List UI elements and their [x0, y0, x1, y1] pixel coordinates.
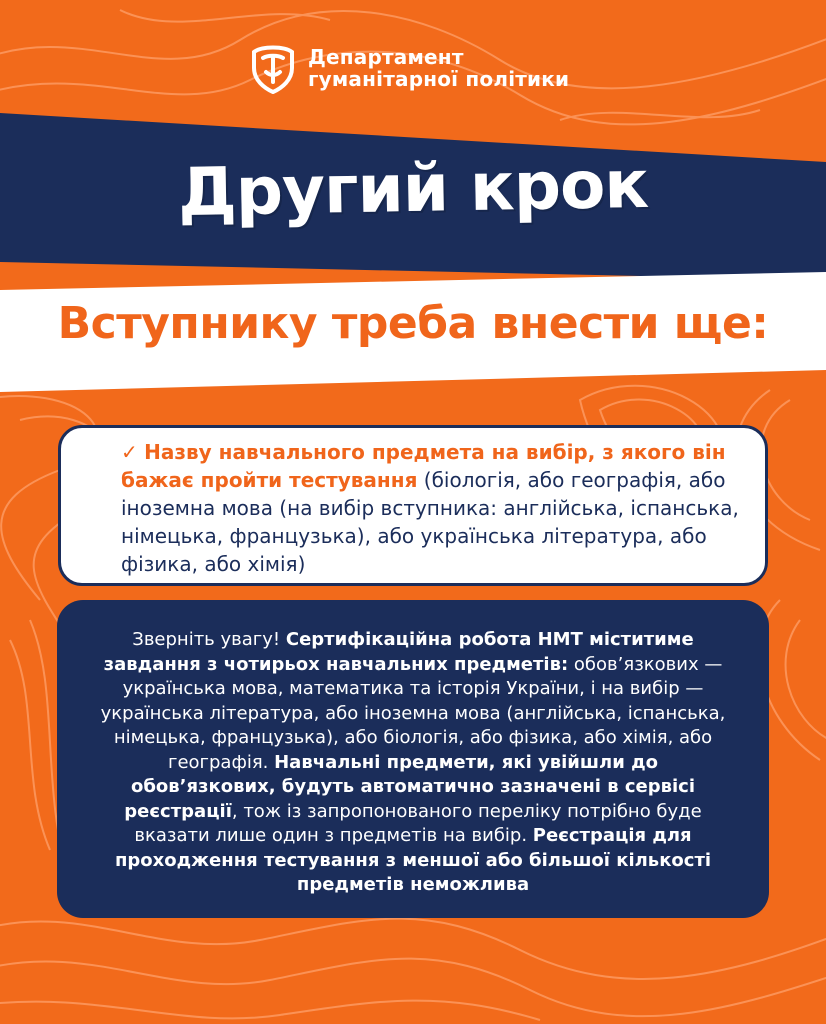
- attention-note-card: [57, 600, 769, 918]
- organization-name-line1: Департамент: [308, 45, 464, 69]
- check-icon: ✓: [121, 440, 138, 464]
- page-title: Другий крок: [177, 145, 649, 232]
- note-text-2: обов’язкових — українська мова, математика та історія України, і на вибір — українська література, або іноземна мова (англійська, іспанська, німецька, французька), або біологія, або фізика, або хімія, або географія.: [100, 653, 726, 773]
- subject-choice-emphasis: Назву навчального предмета на вибір, з якого він бажає пройти тестування: [121, 440, 726, 492]
- note-intro: Зверніть увагу!: [132, 629, 286, 650]
- page-subtitle: Вступнику треба внести ще:: [57, 298, 769, 349]
- subject-choice-details: (біологія, або географія, або іноземна мова (на вибір вступника: англійська, іспанська, німецька, французька), або українська література, або фізика, або хімія): [121, 468, 739, 576]
- subject-choice-card: [58, 425, 768, 586]
- note-emphasis-1: Сертифікаційна робота НМТ міститиме завдання з чотирьох навчальних предметів:: [103, 629, 694, 675]
- organization-name-line2: гуманітарної політики: [308, 67, 570, 91]
- note-text-3: , тож із запропонованого переліку потрібно буде вказати лише один з предметів на вибір.: [134, 800, 702, 846]
- organization-logo: [250, 38, 590, 98]
- shield-logo-icon: [250, 42, 296, 94]
- organization-name: [308, 46, 569, 90]
- note-emphasis-2: Навчальні предмети, які увійшли до обов’язкових, будуть автоматично зазначені в сервісі реєстрації: [124, 751, 696, 822]
- note-emphasis-3: Реєстрація для проходження тестування з меншої або більшої кількості предметів неможлива: [114, 825, 712, 895]
